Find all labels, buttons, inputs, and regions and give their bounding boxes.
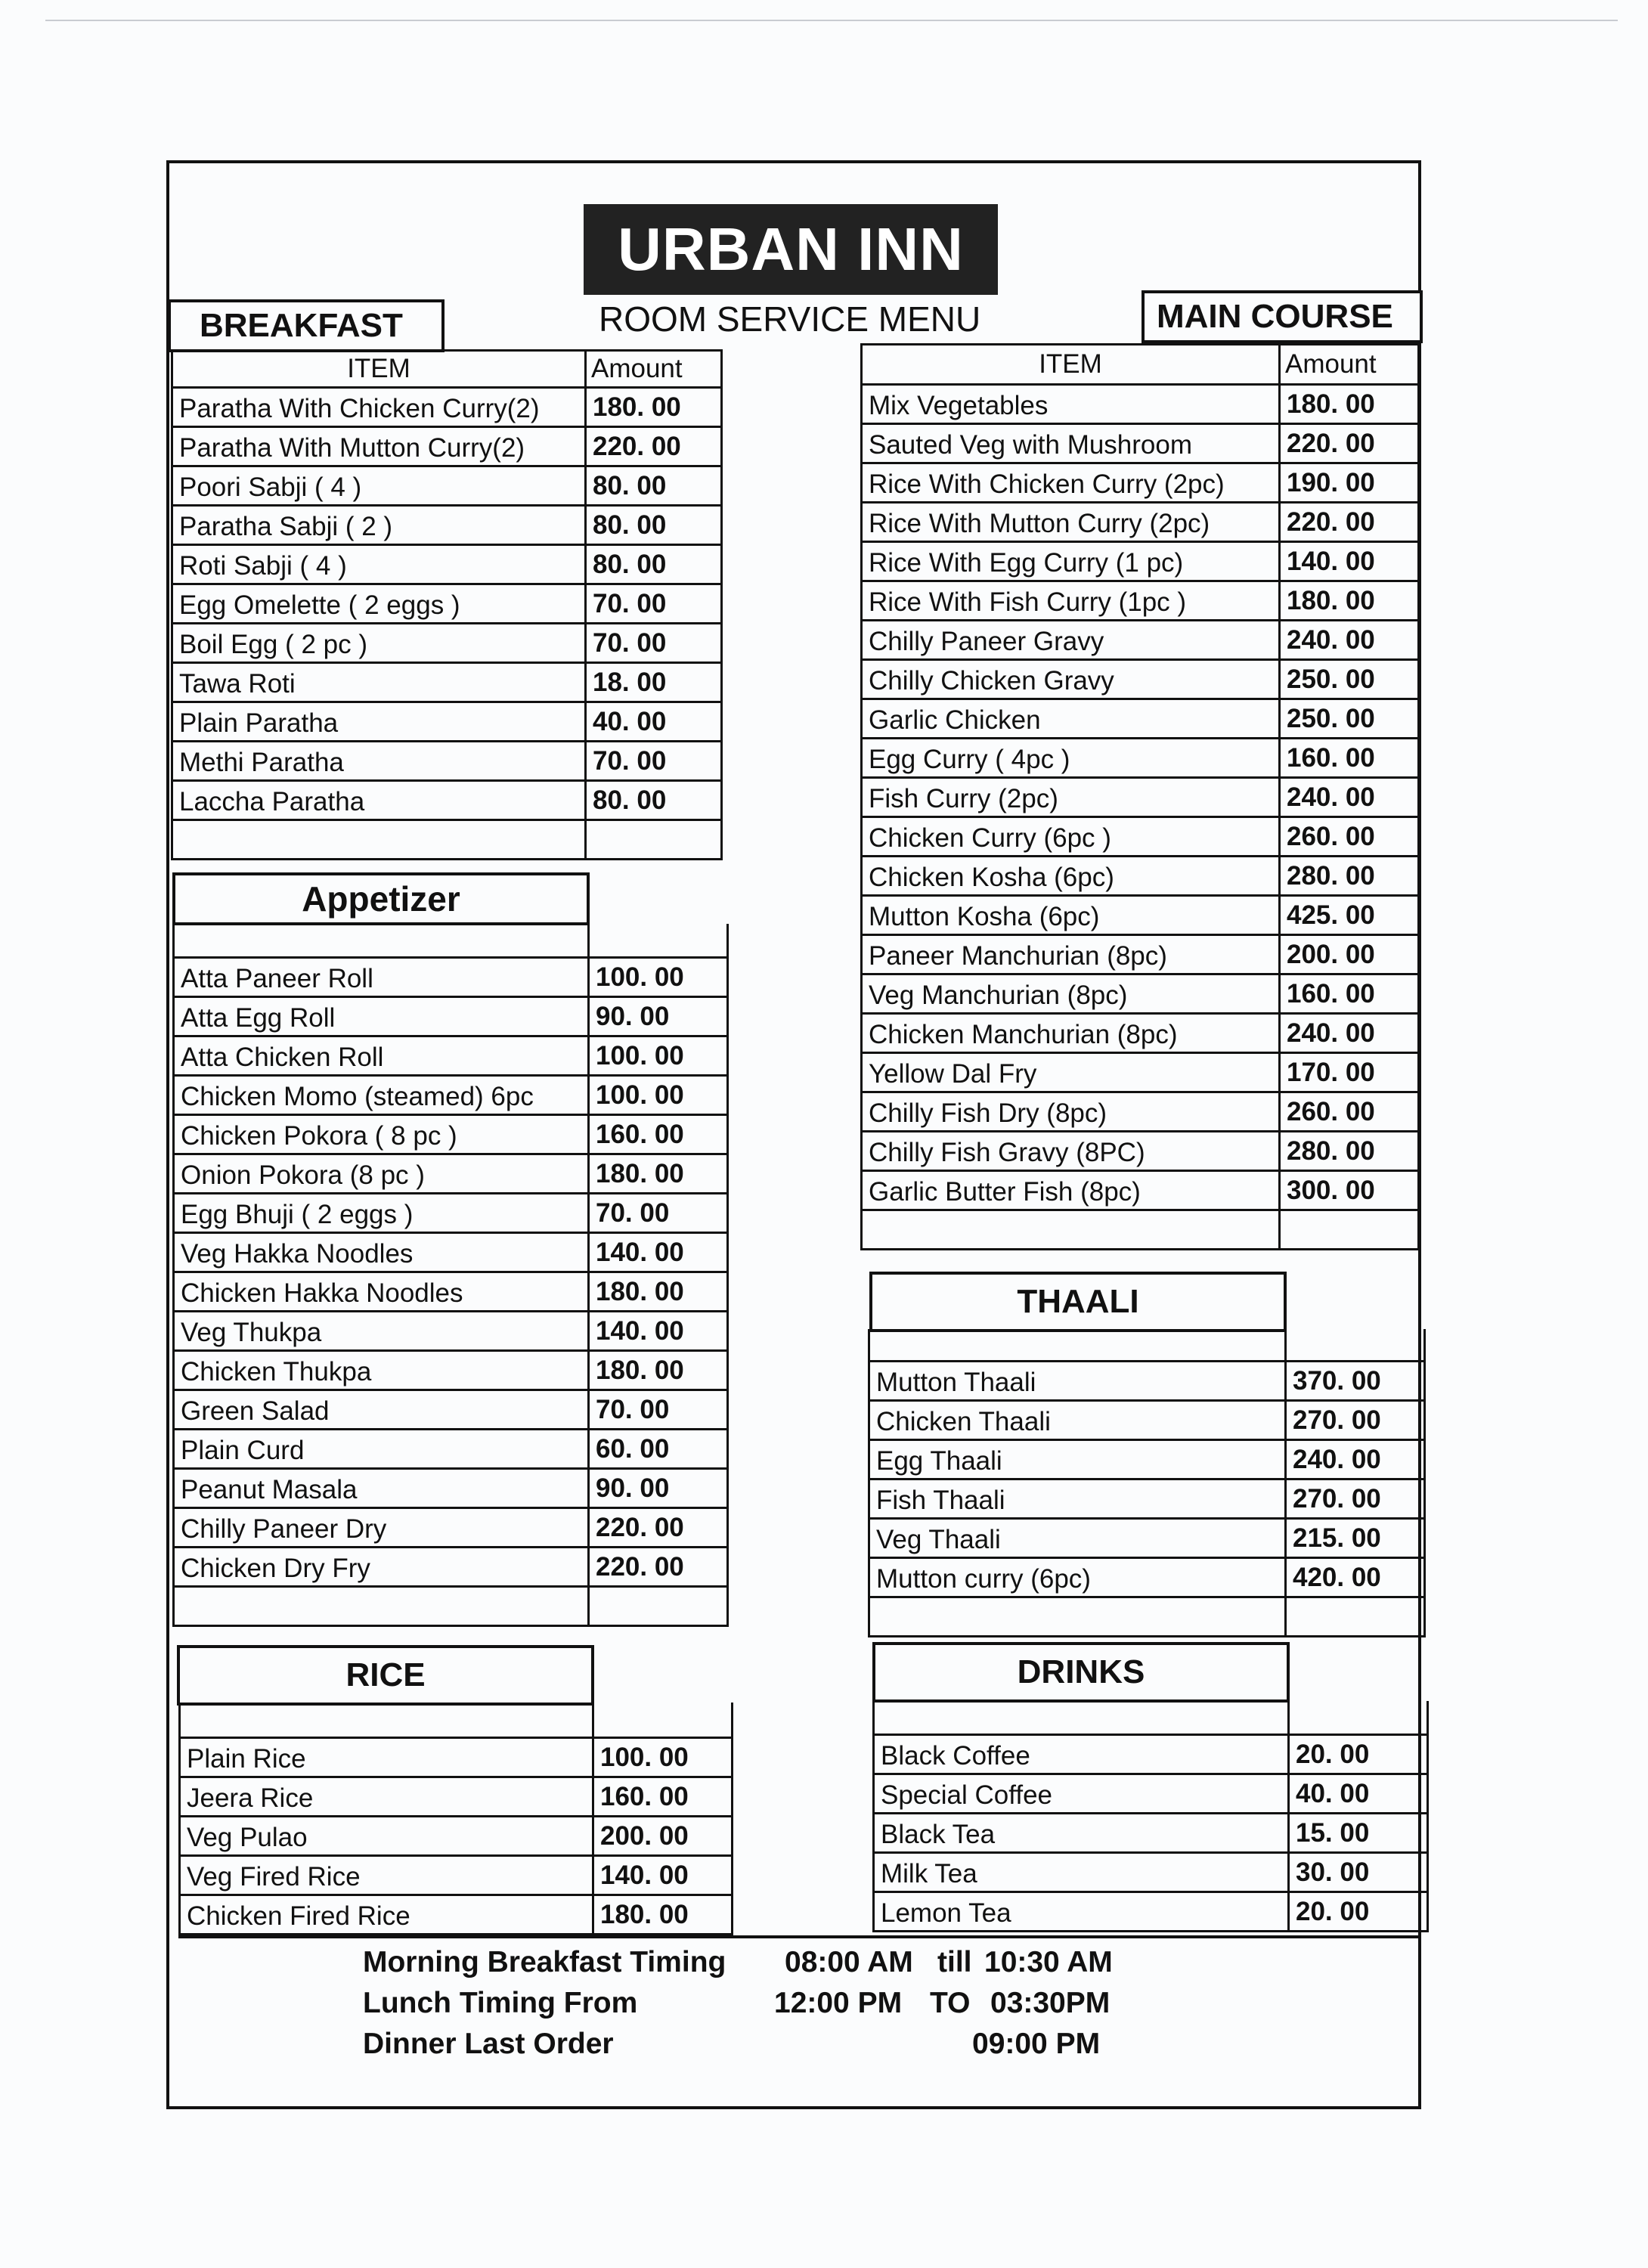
menu-item-row <box>860 739 1420 779</box>
menu-subtitle: ROOM SERVICE MENU <box>599 299 981 339</box>
breakfast-timing-to: 10:30 AM <box>984 1946 1113 1978</box>
menu-item-row <box>860 700 1420 739</box>
table-spacer-row <box>172 1588 729 1627</box>
menu-item-name: Milk Tea <box>872 1854 1290 1891</box>
timing-divider <box>178 1935 1418 1938</box>
spacer-cell <box>590 1588 729 1625</box>
menu-item-name: Atta Chicken Roll <box>172 1037 590 1074</box>
menu-item-row <box>860 464 1420 503</box>
menu-item-name: Tawa Roti <box>171 664 587 701</box>
lunch-timing-label: Lunch Timing From <box>363 1987 638 2019</box>
menu-item-name: Mix Vegetables <box>860 386 1281 423</box>
menu-item-price: 180. 00 <box>587 389 723 426</box>
breakfast-heading: BREAKFAST <box>168 299 445 352</box>
menu-item-price: 240. 00 <box>1287 1441 1426 1478</box>
menu-item-price: 180. 00 <box>1281 582 1420 619</box>
menu-item-price: 20. 00 <box>1290 1736 1429 1773</box>
menu-item-row <box>860 1093 1420 1132</box>
menu-item-name: Paneer Manchurian (8pc) <box>860 936 1281 973</box>
menu-item-price: 20. 00 <box>1290 1893 1429 1930</box>
menu-item-row <box>872 1854 1429 1893</box>
menu-item-price: 15. 00 <box>1290 1814 1429 1851</box>
menu-item-name: Chilly Paneer Gravy <box>860 621 1281 658</box>
lunch-timing-sep: TO <box>930 1987 971 2019</box>
menu-item-name: Plain Curd <box>172 1430 590 1467</box>
menu-item-row <box>172 1234 729 1273</box>
menu-item-price: 220. 00 <box>590 1548 729 1585</box>
menu-item-row <box>178 1739 733 1778</box>
menu-item-name: Chicken Thukpa <box>172 1352 590 1389</box>
menu-item-name: Garlic Butter Fish (8pc) <box>860 1172 1281 1209</box>
menu-item-name: Chicken Dry Fry <box>172 1548 590 1585</box>
menu-item-row <box>860 543 1420 582</box>
menu-item-row <box>860 857 1420 897</box>
spacer-cell <box>872 1701 1290 1734</box>
menu-item-price: 220. 00 <box>1281 425 1420 462</box>
menu-item-name: Sauted Veg with Mushroom <box>860 425 1281 462</box>
menu-item-price: 160. 00 <box>594 1778 733 1815</box>
lunch-timing-to: 03:30PM <box>990 1987 1111 2019</box>
spacer-cell <box>587 821 723 858</box>
menu-item-name: Chilly Paneer Dry <box>172 1509 590 1546</box>
menu-item-price: 140. 00 <box>1281 543 1420 580</box>
menu-item-price: 80. 00 <box>587 467 723 504</box>
menu-item-name: Mutton Kosha (6pc) <box>860 897 1281 934</box>
menu-item-price: 220. 00 <box>1281 503 1420 541</box>
spacer-cell <box>1287 1598 1426 1635</box>
menu-item-name: Peanut Masala <box>172 1470 590 1507</box>
menu-item-row <box>872 1736 1429 1775</box>
breakfast-timing-from: 08:00 AM <box>785 1946 913 1978</box>
menu-item-name: Black Tea <box>872 1814 1290 1851</box>
menu-item-name: Chilly Fish Gravy (8PC) <box>860 1132 1281 1170</box>
amount-column-header: Amount <box>1281 345 1420 383</box>
menu-item-row <box>172 1116 729 1155</box>
spacer-cell <box>172 1588 590 1625</box>
menu-item-row <box>860 1054 1420 1093</box>
menu-item-price: 160. 00 <box>1281 739 1420 776</box>
menu-item-name: Egg Omelette ( 2 eggs ) <box>171 585 587 622</box>
table-spacer-row <box>868 1329 1426 1362</box>
menu-item-row <box>860 897 1420 936</box>
menu-item-price: 200. 00 <box>1281 936 1420 973</box>
page-top-line <box>45 20 1618 21</box>
menu-item-price: 200. 00 <box>594 1817 733 1854</box>
menu-item-price: 70. 00 <box>587 624 723 662</box>
appetizer-heading: Appetizer <box>172 872 590 925</box>
menu-item-name: Chicken Hakka Noodles <box>172 1273 590 1310</box>
spacer-cell <box>178 1703 594 1737</box>
menu-item-row <box>860 818 1420 857</box>
menu-item-price: 90. 00 <box>590 1470 729 1507</box>
menu-item-price: 80. 00 <box>587 782 723 819</box>
menu-item-name: Chicken Kosha (6pc) <box>860 857 1281 894</box>
spacer-cell <box>868 1598 1287 1635</box>
menu-item-name: Veg Hakka Noodles <box>172 1234 590 1271</box>
menu-item-row <box>868 1362 1426 1402</box>
menu-item-name: Onion Pokora (8 pc ) <box>172 1155 590 1192</box>
menu-item-name: Chicken Manchurian (8pc) <box>860 1015 1281 1052</box>
menu-item-price: 100. 00 <box>590 1037 729 1074</box>
menu-item-row <box>872 1814 1429 1854</box>
menu-item-name: Egg Curry ( 4pc ) <box>860 739 1281 776</box>
menu-item-row <box>171 742 723 782</box>
menu-item-name: Methi Paratha <box>171 742 587 779</box>
menu-item-price: 300. 00 <box>1281 1172 1420 1209</box>
menu-item-row <box>172 1509 729 1548</box>
menu-item-name: Black Coffee <box>872 1736 1290 1773</box>
table-spacer-row <box>860 1211 1420 1250</box>
menu-item-price: 370. 00 <box>1287 1362 1426 1399</box>
menu-item-price: 160. 00 <box>1281 975 1420 1012</box>
menu-item-price: 80. 00 <box>587 507 723 544</box>
menu-item-price: 190. 00 <box>1281 464 1420 501</box>
menu-item-name: Roti Sabji ( 4 ) <box>171 546 587 583</box>
menu-item-name: Veg Fired Rice <box>178 1857 594 1894</box>
menu-item-price: 40. 00 <box>1290 1775 1429 1812</box>
menu-item-row <box>868 1520 1426 1559</box>
menu-item-name: Plain Rice <box>178 1739 594 1776</box>
menu-item-price: 40. 00 <box>587 703 723 740</box>
menu-item-name: Atta Paneer Roll <box>172 959 590 996</box>
menu-item-price: 180. 00 <box>590 1155 729 1192</box>
item-column-header: ITEM <box>860 345 1281 383</box>
drinks-heading: DRINKS <box>872 1642 1290 1703</box>
menu-item-price: 30. 00 <box>1290 1854 1429 1891</box>
menu-item-row <box>860 386 1420 425</box>
menu-item-row <box>172 1155 729 1194</box>
menu-item-row <box>172 1273 729 1312</box>
menu-item-price: 215. 00 <box>1287 1520 1426 1557</box>
menu-item-row <box>171 664 723 703</box>
menu-item-price: 100. 00 <box>594 1739 733 1776</box>
menu-item-name: Rice With Mutton Curry (2pc) <box>860 503 1281 541</box>
menu-item-name: Chilly Fish Dry (8pc) <box>860 1093 1281 1130</box>
menu-item-row <box>171 507 723 546</box>
menu-item-price: 420. 00 <box>1287 1559 1426 1596</box>
menu-item-price: 140. 00 <box>590 1234 729 1271</box>
spacer-cell <box>171 821 587 858</box>
menu-item-price: 140. 00 <box>590 1312 729 1349</box>
lunch-timing-from: 12:00 PM <box>774 1987 903 2019</box>
spacer-cell <box>594 1703 733 1737</box>
menu-item-name: Chilly Chicken Gravy <box>860 661 1281 698</box>
menu-item-price: 260. 00 <box>1281 1093 1420 1130</box>
menu-item-price: 170. 00 <box>1281 1054 1420 1091</box>
menu-item-row <box>860 1172 1420 1211</box>
rice-heading: RICE <box>177 1645 594 1706</box>
menu-item-row <box>860 1015 1420 1054</box>
menu-item-price: 220. 00 <box>587 428 723 465</box>
menu-item-row <box>178 1896 733 1935</box>
menu-item-row <box>171 624 723 664</box>
menu-item-name: Chicken Momo (steamed) 6pc <box>172 1077 590 1114</box>
amount-column-header: Amount <box>587 352 723 386</box>
menu-item-row <box>872 1775 1429 1814</box>
menu-item-price: 240. 00 <box>1281 1015 1420 1052</box>
menu-item-price: 60. 00 <box>590 1430 729 1467</box>
menu-item-row <box>860 661 1420 700</box>
menu-item-row <box>172 1470 729 1509</box>
breakfast-timing-sep: till <box>937 1946 972 1978</box>
menu-item-name: Yellow Dal Fry <box>860 1054 1281 1091</box>
spacer-cell <box>1281 1211 1420 1248</box>
menu-item-row <box>860 936 1420 975</box>
menu-item-row <box>172 1312 729 1352</box>
menu-item-row <box>868 1402 1426 1441</box>
menu-item-price: 250. 00 <box>1281 661 1420 698</box>
menu-item-row <box>171 703 723 742</box>
menu-item-row <box>172 1352 729 1391</box>
menu-item-price: 280. 00 <box>1281 857 1420 894</box>
table-header-row <box>860 343 1420 386</box>
menu-item-name: Veg Thaali <box>868 1520 1287 1557</box>
menu-item-name: Garlic Chicken <box>860 700 1281 737</box>
menu-item-name: Mutton curry (6pc) <box>868 1559 1287 1596</box>
table-spacer-row <box>872 1701 1429 1736</box>
menu-item-row <box>171 389 723 428</box>
menu-item-name: Paratha Sabji ( 2 ) <box>171 507 587 544</box>
menu-item-row <box>860 425 1420 464</box>
menu-item-price: 180. 00 <box>590 1273 729 1310</box>
main-course-heading: MAIN COURSE <box>1142 290 1423 343</box>
menu-item-price: 240. 00 <box>1281 621 1420 658</box>
menu-item-name: Egg Bhuji ( 2 eggs ) <box>172 1194 590 1232</box>
menu-item-price: 140. 00 <box>594 1857 733 1894</box>
menu-item-price: 180. 00 <box>590 1352 729 1389</box>
menu-item-name: Chicken Fired Rice <box>178 1896 594 1933</box>
menu-item-price: 250. 00 <box>1281 700 1420 737</box>
menu-item-row <box>172 959 729 998</box>
menu-item-row <box>860 975 1420 1015</box>
menu-item-name: Chicken Pokora ( 8 pc ) <box>172 1116 590 1153</box>
spacer-cell <box>868 1329 1287 1360</box>
menu-item-row <box>178 1817 733 1857</box>
menu-item-name: Mutton Thaali <box>868 1362 1287 1399</box>
menu-item-row <box>172 1548 729 1588</box>
table-spacer-row <box>178 1703 733 1739</box>
menu-item-row <box>172 1391 729 1430</box>
menu-item-price: 90. 00 <box>590 998 729 1035</box>
dinner-timing-label: Dinner Last Order <box>363 2028 614 2060</box>
menu-item-name: Plain Paratha <box>171 703 587 740</box>
menu-item-row <box>171 428 723 467</box>
menu-item-row <box>172 1037 729 1077</box>
menu-item-price: 180. 00 <box>594 1896 733 1933</box>
menu-item-name: Lemon Tea <box>872 1893 1290 1930</box>
menu-item-price: 240. 00 <box>1281 779 1420 816</box>
menu-item-name: Rice With Egg Curry (1 pc) <box>860 543 1281 580</box>
menu-item-price: 100. 00 <box>590 959 729 996</box>
menu-item-name: Atta Egg Roll <box>172 998 590 1035</box>
menu-item-name: Jeera Rice <box>178 1778 594 1815</box>
menu-item-row <box>860 621 1420 661</box>
menu-item-row <box>172 1430 729 1470</box>
menu-item-name: Veg Thukpa <box>172 1312 590 1349</box>
menu-item-row <box>860 1132 1420 1172</box>
menu-item-row <box>872 1893 1429 1932</box>
menu-item-name: Rice With Chicken Curry (2pc) <box>860 464 1281 501</box>
menu-item-name: Paratha With Mutton Curry(2) <box>171 428 587 465</box>
menu-item-row <box>171 585 723 624</box>
menu-item-name: Fish Curry (2pc) <box>860 779 1281 816</box>
menu-item-row <box>178 1778 733 1817</box>
menu-item-row <box>860 582 1420 621</box>
table-spacer-row <box>868 1598 1426 1637</box>
menu-item-price: 220. 00 <box>590 1509 729 1546</box>
table-spacer-row <box>172 924 729 959</box>
menu-item-name: Fish Thaali <box>868 1480 1287 1517</box>
spacer-cell <box>172 924 590 956</box>
menu-item-price: 70. 00 <box>587 742 723 779</box>
spacer-cell <box>1287 1329 1426 1360</box>
menu-item-row <box>172 998 729 1037</box>
menu-item-row <box>172 1077 729 1116</box>
menu-item-price: 260. 00 <box>1281 818 1420 855</box>
menu-item-price: 100. 00 <box>590 1077 729 1114</box>
menu-item-name: Veg Pulao <box>178 1817 594 1854</box>
thaali-heading: THAALI <box>869 1272 1287 1332</box>
menu-item-price: 425. 00 <box>1281 897 1420 934</box>
menu-item-row <box>868 1480 1426 1520</box>
menu-item-row <box>860 503 1420 543</box>
table-spacer-row <box>171 821 723 860</box>
menu-item-price: 270. 00 <box>1287 1402 1426 1439</box>
menu-item-row <box>178 1857 733 1896</box>
menu-item-row <box>868 1559 1426 1598</box>
menu-item-row <box>172 1194 729 1234</box>
spacer-cell <box>1290 1701 1429 1734</box>
menu-item-price: 270. 00 <box>1287 1480 1426 1517</box>
menu-item-price: 80. 00 <box>587 546 723 583</box>
menu-item-name: Paratha With Chicken Curry(2) <box>171 389 587 426</box>
dinner-timing-time: 09:00 PM <box>972 2028 1101 2060</box>
menu-item-price: 18. 00 <box>587 664 723 701</box>
menu-item-name: Laccha Paratha <box>171 782 587 819</box>
menu-item-name: Chicken Thaali <box>868 1402 1287 1439</box>
spacer-cell <box>590 924 729 956</box>
menu-item-row <box>171 467 723 507</box>
menu-item-price: 70. 00 <box>590 1194 729 1232</box>
menu-item-name: Special Coffee <box>872 1775 1290 1812</box>
menu-item-name: Green Salad <box>172 1391 590 1428</box>
menu-item-name: Egg Thaali <box>868 1441 1287 1478</box>
menu-item-row <box>860 779 1420 818</box>
menu-item-price: 70. 00 <box>590 1391 729 1428</box>
menu-item-name: Boil Egg ( 2 pc ) <box>171 624 587 662</box>
menu-item-row <box>171 546 723 585</box>
spacer-cell <box>860 1211 1281 1248</box>
menu-item-name: Poori Sabji ( 4 ) <box>171 467 587 504</box>
menu-item-name: Veg Manchurian (8pc) <box>860 975 1281 1012</box>
menu-item-row <box>171 782 723 821</box>
breakfast-timing-label: Morning Breakfast Timing <box>363 1946 726 1978</box>
menu-item-row <box>868 1441 1426 1480</box>
menu-item-name: Chicken Curry (6pc ) <box>860 818 1281 855</box>
item-column-header: ITEM <box>171 352 587 386</box>
menu-item-price: 160. 00 <box>590 1116 729 1153</box>
menu-item-price: 180. 00 <box>1281 386 1420 423</box>
hotel-name: URBAN INN <box>584 204 998 295</box>
menu-item-price: 70. 00 <box>587 585 723 622</box>
menu-item-name: Rice With Fish Curry (1pc ) <box>860 582 1281 619</box>
table-header-row <box>171 349 723 389</box>
menu-item-price: 280. 00 <box>1281 1132 1420 1170</box>
